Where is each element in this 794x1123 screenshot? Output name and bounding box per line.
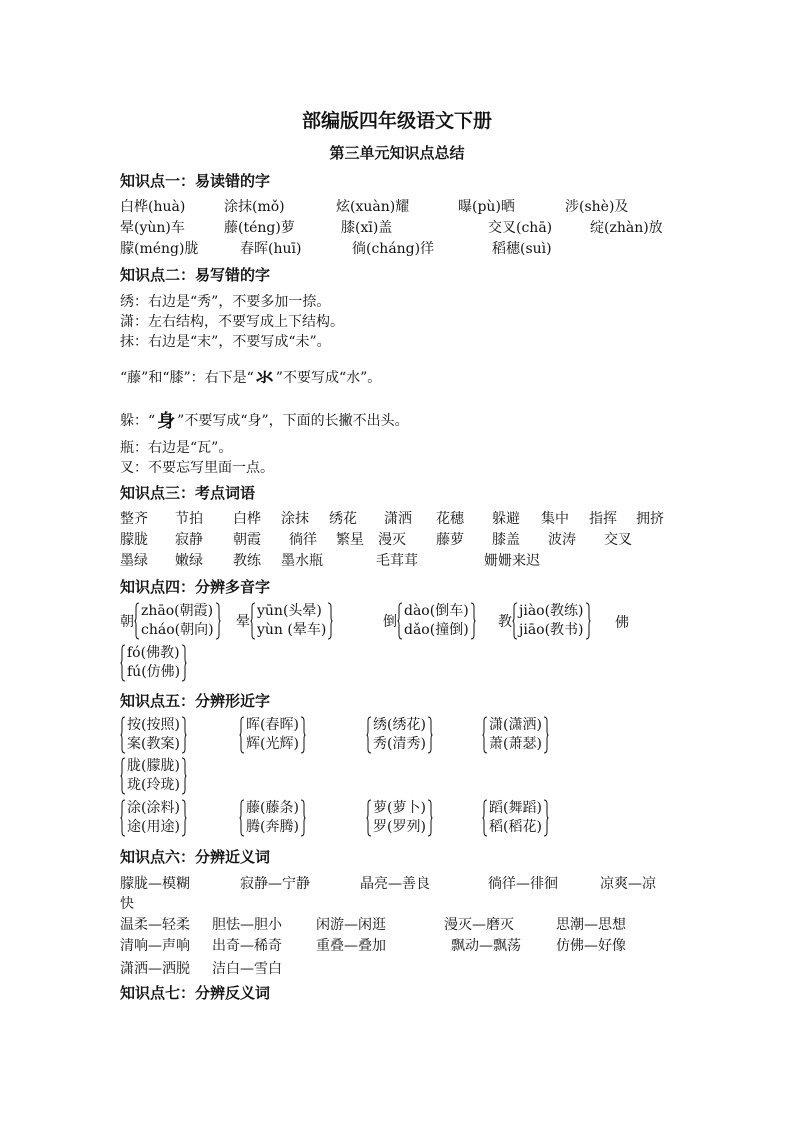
document-title: 部编版四年级语文下册	[301, 110, 492, 132]
synonym-pair: 凉爽—凉	[600, 876, 656, 892]
easy-misread-word: 藤(téng)萝	[224, 220, 295, 236]
key-vocabulary-word: 白桦	[233, 511, 261, 527]
similar-char-group	[120, 757, 187, 795]
similar-char-group	[239, 799, 306, 837]
polyphone-readings-item: jiāo(教书)	[519, 622, 584, 638]
synonym-pair: 仿佛—好像	[556, 938, 626, 954]
synonym-pair: 晶亮—善良	[360, 876, 430, 892]
synonym-pair: 朦胧—模糊	[120, 876, 190, 892]
key-vocabulary-word: 嫩绿	[175, 553, 203, 569]
rule-xiao: 潇：左右结构，不要写成上下结构。	[120, 314, 344, 330]
synonym-pair: 出奇—稀奇	[212, 938, 282, 954]
polyphone-group	[383, 602, 476, 640]
key-vocabulary-word: 集中	[541, 511, 569, 527]
key-vocabulary-word: 拥挤	[636, 511, 664, 527]
key-vocabulary-word: 漫灭	[378, 532, 406, 548]
similar-chars	[120, 799, 187, 837]
similar-chars-right-brace	[181, 757, 187, 795]
polyphone-char: 教	[498, 614, 512, 630]
similar-chars-item: 藤(藤条)	[246, 800, 299, 816]
key-vocabulary-word: 寂静	[175, 532, 203, 548]
rule-teng-xi	[120, 364, 381, 390]
document-subtitle: 第三单元知识点总结	[329, 144, 465, 162]
polyphone-readings-item: dǎo(撞倒)	[404, 622, 469, 638]
shui-radical-glyph: 氺	[255, 368, 274, 389]
synonym-pair: 重叠—叠加	[316, 938, 386, 954]
easy-misread-word: 涉(shè)及	[565, 199, 629, 215]
polyphone-readings-right-brace	[215, 602, 221, 640]
key-vocabulary-word: 绣花	[329, 511, 357, 527]
rule-xiu: 绣：右边是“秀”，不要多加一捺。	[120, 294, 331, 310]
key-vocabulary-word: 节拍	[175, 511, 203, 527]
key-vocabulary-word: 朝霞	[233, 532, 261, 548]
similar-chars-item: 绣(绣花)	[373, 717, 426, 733]
section-heading-3: 知识点三：考点词语	[120, 484, 256, 502]
easy-misread-word: 曝(pù)晒	[458, 199, 515, 215]
similar-chars-item: 萝(萝卜)	[373, 800, 426, 816]
similar-chars-item: 涂(涂料)	[127, 800, 180, 816]
section-heading-1: 知识点一：易读错的字	[120, 172, 271, 190]
similar-chars-item: 秀(清秀)	[373, 736, 426, 752]
polyphone-readings	[134, 602, 221, 640]
similar-chars-right-brace	[181, 716, 187, 754]
polyphone-char: 倒	[383, 614, 397, 630]
synonym-pair: 潇洒—洒脱	[120, 961, 190, 977]
rule-teng-xi-text-b: ”不要写成“水”。	[275, 370, 382, 386]
key-vocabulary-word: 花穗	[436, 511, 464, 527]
similar-chars	[482, 799, 549, 837]
polyphone-readings-item: yùn (晕车)	[257, 622, 327, 638]
rule-teng-xi-text-a: “藤”和“膝”：右下是“	[120, 370, 254, 386]
key-vocabulary-word: 膝盖	[492, 532, 520, 548]
easy-misread-word: 膝(xī)盖	[341, 220, 393, 236]
similar-chars-right-brace	[543, 716, 549, 754]
similar-char-group	[120, 716, 187, 754]
key-vocabulary-word: 朦胧	[120, 532, 148, 548]
polyphone-group	[498, 602, 591, 640]
rule-duo	[120, 407, 409, 433]
easy-misread-word: 徜(cháng)徉	[352, 241, 435, 257]
rule-ping: 瓶：右边是“瓦”。	[120, 440, 233, 456]
similar-chars-item: 途(用途)	[127, 819, 180, 835]
key-vocabulary-word: 姗姗来迟	[484, 553, 540, 569]
polyphone-char: 晕	[236, 614, 250, 630]
synonym-pair: 温柔—轻柔	[120, 917, 190, 933]
key-vocabulary-word: 涂抹	[281, 511, 309, 527]
section-heading-2: 知识点二：易写错的字	[120, 266, 271, 284]
key-vocabulary-word: 躲避	[492, 511, 520, 527]
key-vocabulary-word: 教练	[233, 553, 261, 569]
polyphone-readings-item: zhāo(朝霞)	[141, 603, 214, 619]
similar-chars	[120, 716, 187, 754]
easy-misread-word: 涂抹(mǒ)	[224, 199, 285, 215]
easy-misread-word: 绽(zhàn)放	[590, 220, 663, 236]
key-vocabulary-word: 墨水瓶	[281, 553, 323, 569]
polyphone-readings-right-brace	[181, 644, 187, 682]
similar-chars	[120, 757, 187, 795]
similar-chars-item: 晖(春晖)	[246, 717, 299, 733]
polyphone-group	[236, 602, 333, 640]
key-vocabulary-word: 藤萝	[436, 532, 464, 548]
easy-misread-word: 晕(yùn)车	[120, 220, 185, 236]
similar-chars	[482, 716, 549, 754]
similar-chars	[366, 799, 433, 837]
polyphone-readings-item: fú(仿佛)	[127, 664, 181, 680]
similar-chars-item: 潇(潇洒)	[489, 717, 542, 733]
similar-char-group	[482, 716, 549, 754]
similar-chars-right-brace	[181, 799, 187, 837]
similar-chars-item: 按(按照)	[127, 717, 180, 733]
similar-chars-right-brace	[427, 716, 433, 754]
similar-chars-item: 蹈(舞蹈)	[489, 800, 542, 816]
easy-misread-word: 炫(xuàn)耀	[336, 199, 410, 215]
easy-misread-word: 春晖(huī)	[240, 241, 302, 257]
similar-char-group	[366, 716, 433, 754]
similar-chars-item: 腾(奔腾)	[246, 819, 299, 835]
section-heading-7: 知识点七：分辨反义词	[120, 984, 271, 1002]
similar-char-group	[239, 716, 306, 754]
easy-misread-word: 稻穗(suì)	[492, 241, 552, 257]
similar-chars-item: 罗(罗列)	[373, 819, 426, 835]
section-heading-5: 知识点五：分辨形近字	[120, 692, 271, 710]
polyphone-readings	[397, 602, 476, 640]
polyphone-readings-item: cháo(朝向)	[141, 622, 214, 638]
polyphone-char: 佛	[615, 615, 629, 631]
similar-chars-item: 稻(稻花)	[489, 819, 542, 835]
polyphone-readings-item: yūn(头晕)	[257, 603, 322, 619]
synonym-pair: 漫灭—磨灭	[444, 917, 514, 933]
polyphone-readings-item: dào(倒车)	[404, 603, 469, 619]
similar-char-group	[482, 799, 549, 837]
similar-chars-right-brace	[543, 799, 549, 837]
similar-chars-item: 胧(朦胧)	[127, 758, 180, 774]
synonym-pair: 快	[120, 896, 134, 912]
polyphone-readings	[512, 602, 591, 640]
key-vocabulary-word: 徜徉	[289, 532, 317, 548]
synonym-pair: 飘动—飘荡	[451, 938, 521, 954]
similar-chars	[366, 716, 433, 754]
shen-radical-glyph: 身	[157, 411, 176, 432]
polyphone-readings-right-brace	[585, 602, 591, 640]
similar-chars-item: 辉(光辉)	[246, 736, 299, 752]
section-heading-4: 知识点四：分辨多音字	[120, 578, 271, 596]
polyphone-readings-item: jiào(教练)	[519, 603, 584, 619]
similar-chars-item: 珑(玲珑)	[127, 777, 180, 793]
polyphone-group	[120, 602, 221, 640]
key-vocabulary-word: 繁星	[336, 532, 364, 548]
key-vocabulary-word: 波涛	[548, 532, 576, 548]
similar-chars	[239, 799, 306, 837]
polyphone-char: 朝	[120, 614, 134, 630]
easy-misread-word: 朦(méng)胧	[120, 241, 199, 257]
similar-char-group	[366, 799, 433, 837]
polyphone-readings-right-brace	[327, 602, 333, 640]
rule-duo-text-a: 躲：“	[120, 413, 156, 429]
polyphone-readings-item: fó(佛教)	[127, 645, 180, 661]
rule-cha: 叉：不要忘写里面一点。	[120, 460, 274, 476]
rule-duo-text-b: ”不要写成“身”，下面的长撇不出头。	[177, 413, 409, 429]
synonym-pair: 徜徉—徘徊	[488, 876, 558, 892]
synonym-pair: 闲游—闲逛	[316, 917, 386, 933]
rule-mo: 抹：右边是“末”，不要写成“未”。	[120, 334, 331, 350]
key-vocabulary-word: 潇洒	[384, 511, 412, 527]
section-heading-6: 知识点六：分辨近义词	[120, 848, 271, 866]
polyphone-readings-right-brace	[470, 602, 476, 640]
similar-chars-right-brace	[427, 799, 433, 837]
key-vocabulary-word: 交叉	[604, 532, 632, 548]
similar-char-group	[120, 799, 187, 837]
polyphone-readings	[250, 602, 333, 640]
polyphone-readings	[120, 644, 187, 682]
similar-chars-item: 萧(萧瑟)	[489, 736, 542, 752]
synonym-pair: 寂静—宁静	[240, 876, 310, 892]
synonym-pair: 胆怯—胆小	[212, 917, 282, 933]
synonym-pair: 思潮—思想	[556, 917, 626, 933]
easy-misread-word: 白桦(huà)	[120, 199, 186, 215]
easy-misread-word: 交叉(chā)	[488, 220, 553, 236]
key-vocabulary-word: 毛茸茸	[376, 553, 418, 569]
key-vocabulary-word: 墨绿	[120, 553, 148, 569]
synonym-pair: 洁白—雪白	[212, 961, 282, 977]
similar-chars-item: 案(教案)	[127, 736, 180, 752]
similar-chars-right-brace	[300, 799, 306, 837]
key-vocabulary-word: 整齐	[120, 511, 148, 527]
synonym-pair: 清响—声响	[120, 938, 190, 954]
similar-chars	[239, 716, 306, 754]
similar-chars-right-brace	[300, 716, 306, 754]
key-vocabulary-word: 指挥	[589, 511, 617, 527]
